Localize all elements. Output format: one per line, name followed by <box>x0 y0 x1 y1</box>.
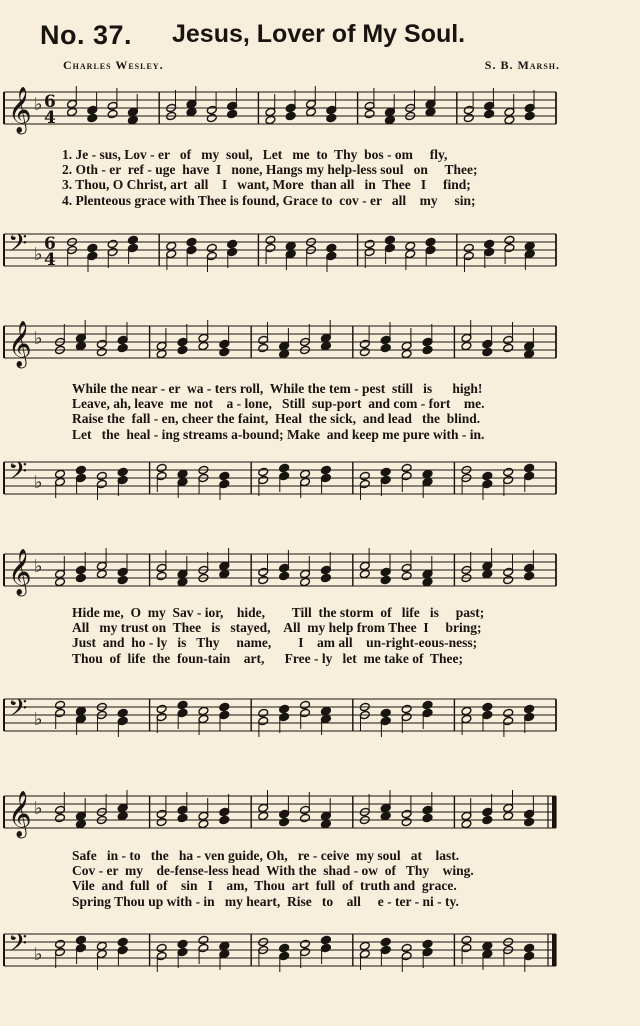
note-head <box>219 347 230 356</box>
note-head <box>279 817 290 826</box>
note-head <box>359 347 370 356</box>
treble-clef-icon: 𝄞 <box>8 791 32 837</box>
note-head <box>87 113 98 122</box>
note-head <box>285 111 296 120</box>
note-head <box>55 813 66 822</box>
note-head <box>401 943 412 952</box>
note-head <box>380 575 391 584</box>
note-head <box>166 241 177 250</box>
note-head <box>127 235 138 244</box>
note-head <box>401 463 412 472</box>
note-head <box>359 569 370 578</box>
note-head <box>55 577 66 586</box>
note-head <box>482 471 493 480</box>
lyric-line: 3. Thou, O Christ, art all I want, More than all in Thee I find; <box>62 177 471 193</box>
note-head <box>219 815 230 824</box>
bass-clef-icon: 𝄢 <box>8 694 28 729</box>
note-head <box>422 577 433 586</box>
note-head <box>320 706 331 715</box>
note-head <box>219 941 230 950</box>
note-head <box>177 345 188 354</box>
note-head <box>422 700 433 709</box>
note-head <box>87 243 98 252</box>
note-head <box>219 569 230 578</box>
note-head <box>279 571 290 580</box>
note-head <box>524 817 535 826</box>
note-head <box>186 107 197 116</box>
note-head <box>320 341 331 350</box>
lyrics-block-3 <box>72 605 592 666</box>
note-head <box>320 465 331 474</box>
time-signature-top: 6 <box>44 92 56 112</box>
note-head <box>482 347 493 356</box>
note-head <box>55 939 66 948</box>
note-head <box>422 345 433 354</box>
note-head <box>55 469 66 478</box>
note-head <box>279 943 290 952</box>
note-head <box>484 239 495 248</box>
lyric-line: 4. Plenteous grace with Thee is found, Grace to cov - er all my sin; <box>62 192 476 208</box>
note-head <box>258 467 269 476</box>
note-head <box>177 939 188 948</box>
note-head <box>198 819 209 828</box>
note-head <box>300 577 311 586</box>
flat-icon: ♭ <box>34 556 43 577</box>
note-head <box>75 706 86 715</box>
note-head <box>384 115 395 124</box>
lyrics-block-4 <box>72 848 592 909</box>
bass-staff-1 <box>0 228 560 278</box>
note-head <box>524 349 535 358</box>
bass-staff-2 <box>0 456 560 506</box>
note-head <box>177 700 188 709</box>
note-head <box>285 241 296 250</box>
lyric-line: Let the heal - ing streams a-bound; Make and keep me pure with - in. <box>72 426 485 442</box>
treble-clef-icon: 𝄞 <box>8 549 32 595</box>
note-head <box>258 811 269 820</box>
note-head <box>75 819 86 828</box>
note-head <box>503 343 514 352</box>
note-head <box>198 341 209 350</box>
note-head <box>524 704 535 713</box>
flat-icon: ♭ <box>34 244 43 265</box>
treble-clef-icon: 𝄞 <box>8 87 32 133</box>
note-head <box>326 243 337 252</box>
note-head <box>279 349 290 358</box>
time-signature-top: 6 <box>44 234 56 254</box>
note-head <box>401 817 412 826</box>
note-head <box>219 471 230 480</box>
note-head <box>117 708 128 717</box>
note-head <box>461 819 472 828</box>
note-head <box>503 811 514 820</box>
note-head <box>320 935 331 944</box>
note-head <box>461 341 472 350</box>
note-head <box>326 113 337 122</box>
composer-credit: S. B. Marsh. <box>484 58 560 72</box>
lyric-line: Hide me, O my Sav - ior, hide, Till the storm of life is past; <box>72 605 485 620</box>
lyric-line: Safe in - to the ha - ven guide, Oh, re - ceive my soul at last. <box>72 848 460 863</box>
author-credit: Charles Wesley. <box>63 58 164 72</box>
note-head <box>96 941 107 950</box>
note-head <box>422 469 433 478</box>
note-head <box>504 115 515 124</box>
hymn-title: Jesus, Lover of My Soul. <box>172 20 466 48</box>
bass-clef-icon: 𝄢 <box>8 229 28 264</box>
note-head <box>359 941 370 950</box>
treble-clef-icon: 𝄞 <box>8 321 32 367</box>
note-head <box>524 111 535 120</box>
note-head <box>75 573 86 582</box>
note-head <box>156 463 167 472</box>
note-head <box>380 467 391 476</box>
note-head <box>198 706 209 715</box>
note-head <box>75 341 86 350</box>
note-head <box>461 935 472 944</box>
note-head <box>117 811 128 820</box>
treble-staff-3 <box>0 548 560 598</box>
lyric-line: 1. Je - sus, Lov - er of my soul, Let me to Thy bos - om fly, <box>62 147 448 162</box>
note-head <box>380 708 391 717</box>
note-head <box>127 115 138 124</box>
treble-staff-2 <box>0 320 560 370</box>
note-head <box>482 941 493 950</box>
note-head <box>117 343 128 352</box>
final-barline <box>552 934 556 966</box>
note-head <box>227 109 238 118</box>
note-head <box>265 115 276 124</box>
note-head <box>300 469 311 478</box>
note-head <box>258 343 269 352</box>
note-head <box>265 235 276 244</box>
flat-icon: ♭ <box>34 94 43 115</box>
note-head <box>156 349 167 358</box>
note-head <box>300 700 311 709</box>
note-head <box>279 463 290 472</box>
bass-clef-icon: 𝄢 <box>8 457 28 492</box>
note-head <box>405 241 416 250</box>
note-head <box>463 243 474 252</box>
note-head <box>401 349 412 358</box>
note-head <box>227 239 238 248</box>
note-head <box>425 237 436 246</box>
lyric-line: Thou of life the foun-tain art, Free - ly let me take of Thee; <box>72 650 463 666</box>
note-head <box>279 704 290 713</box>
hymn-number: No. 37. <box>40 20 133 50</box>
lyric-line: All my trust on Thee is stayed, All my help from Thee I bring; <box>72 620 482 636</box>
treble-staff-4 <box>0 790 560 840</box>
note-head <box>96 347 107 356</box>
bass-clef-icon: 𝄢 <box>8 929 28 964</box>
note-head <box>504 235 515 244</box>
note-head <box>524 463 535 472</box>
note-head <box>306 107 317 116</box>
note-head <box>359 471 370 480</box>
note-head <box>117 937 128 946</box>
note-head <box>96 569 107 578</box>
note-head <box>484 109 495 118</box>
note-head <box>320 573 331 582</box>
flat-icon: ♭ <box>34 944 43 965</box>
note-head <box>156 704 167 713</box>
note-head <box>117 575 128 584</box>
note-head <box>425 107 436 116</box>
flat-icon: ♭ <box>34 709 43 730</box>
note-head <box>206 113 217 122</box>
note-head <box>503 575 514 584</box>
time-signature-bottom: 4 <box>44 250 56 270</box>
time-signature-bottom: 4 <box>44 108 56 128</box>
note-head <box>364 239 375 248</box>
note-head <box>177 469 188 478</box>
note-head <box>186 237 197 246</box>
note-head <box>364 109 375 118</box>
note-head <box>107 109 118 118</box>
lyrics-block-2 <box>72 381 592 442</box>
note-head <box>422 813 433 822</box>
note-head <box>300 813 311 822</box>
lyric-line: Just and ho - ly is Thy name, I am all un-right-eous-ness; <box>72 635 478 651</box>
flat-icon: ♭ <box>34 472 43 493</box>
note-head <box>300 939 311 948</box>
note-head <box>524 943 535 952</box>
note-head <box>482 569 493 578</box>
final-barline <box>552 796 556 828</box>
note-head <box>461 706 472 715</box>
note-head <box>55 700 66 709</box>
note-head <box>524 241 535 250</box>
note-head <box>67 107 78 116</box>
note-head <box>156 943 167 952</box>
note-head <box>177 813 188 822</box>
lyric-line: Vile and full of sin I am, Thou art full of truth and grace. <box>72 878 457 894</box>
note-head <box>503 708 514 717</box>
note-head <box>198 935 209 944</box>
note-head <box>177 577 188 586</box>
note-head <box>401 571 412 580</box>
lyrics-block-1 <box>62 147 582 208</box>
note-head <box>156 571 167 580</box>
lyric-line: Spring Thou up with - in my heart, Rise to all e - ter - ni - ty. <box>72 893 459 909</box>
note-head <box>380 343 391 352</box>
note-head <box>107 239 118 248</box>
note-head <box>258 575 269 584</box>
lyric-line: 2. Oth - er ref - uge have I none, Hangs my help-less soul on Thee; <box>62 162 478 178</box>
note-head <box>384 235 395 244</box>
note-head <box>380 937 391 946</box>
lyric-line: While the near - er wa - ters roll, While the tem - pest still is high! <box>72 381 483 396</box>
flat-icon: ♭ <box>34 798 43 819</box>
lyric-line: Leave, ah, leave me not a - lone, Still sup-port and com - fort me. <box>72 396 485 412</box>
lyric-line: Cov - er my de-fense-less head With the shad - ow of Thy wing. <box>72 863 474 879</box>
note-head <box>380 811 391 820</box>
hymn-header <box>40 20 610 60</box>
note-head <box>524 571 535 580</box>
note-head <box>320 819 331 828</box>
note-head <box>503 467 514 476</box>
bass-staff-4 <box>0 928 560 978</box>
note-head <box>75 935 86 944</box>
bass-staff-3 <box>0 693 560 743</box>
note-head <box>117 467 128 476</box>
note-head <box>206 243 217 252</box>
note-head <box>75 465 86 474</box>
note-head <box>422 939 433 948</box>
note-head <box>156 817 167 826</box>
note-head <box>482 702 493 711</box>
note-head <box>401 704 412 713</box>
flat-icon: ♭ <box>34 328 43 349</box>
lyric-line: Raise the fall - en, cheer the faint, Heal the sick, and lead the blind. <box>72 411 481 427</box>
note-head <box>463 113 474 122</box>
treble-staff-1 <box>0 86 560 136</box>
note-head <box>219 702 230 711</box>
note-head <box>258 708 269 717</box>
note-head <box>482 815 493 824</box>
note-head <box>96 471 107 480</box>
